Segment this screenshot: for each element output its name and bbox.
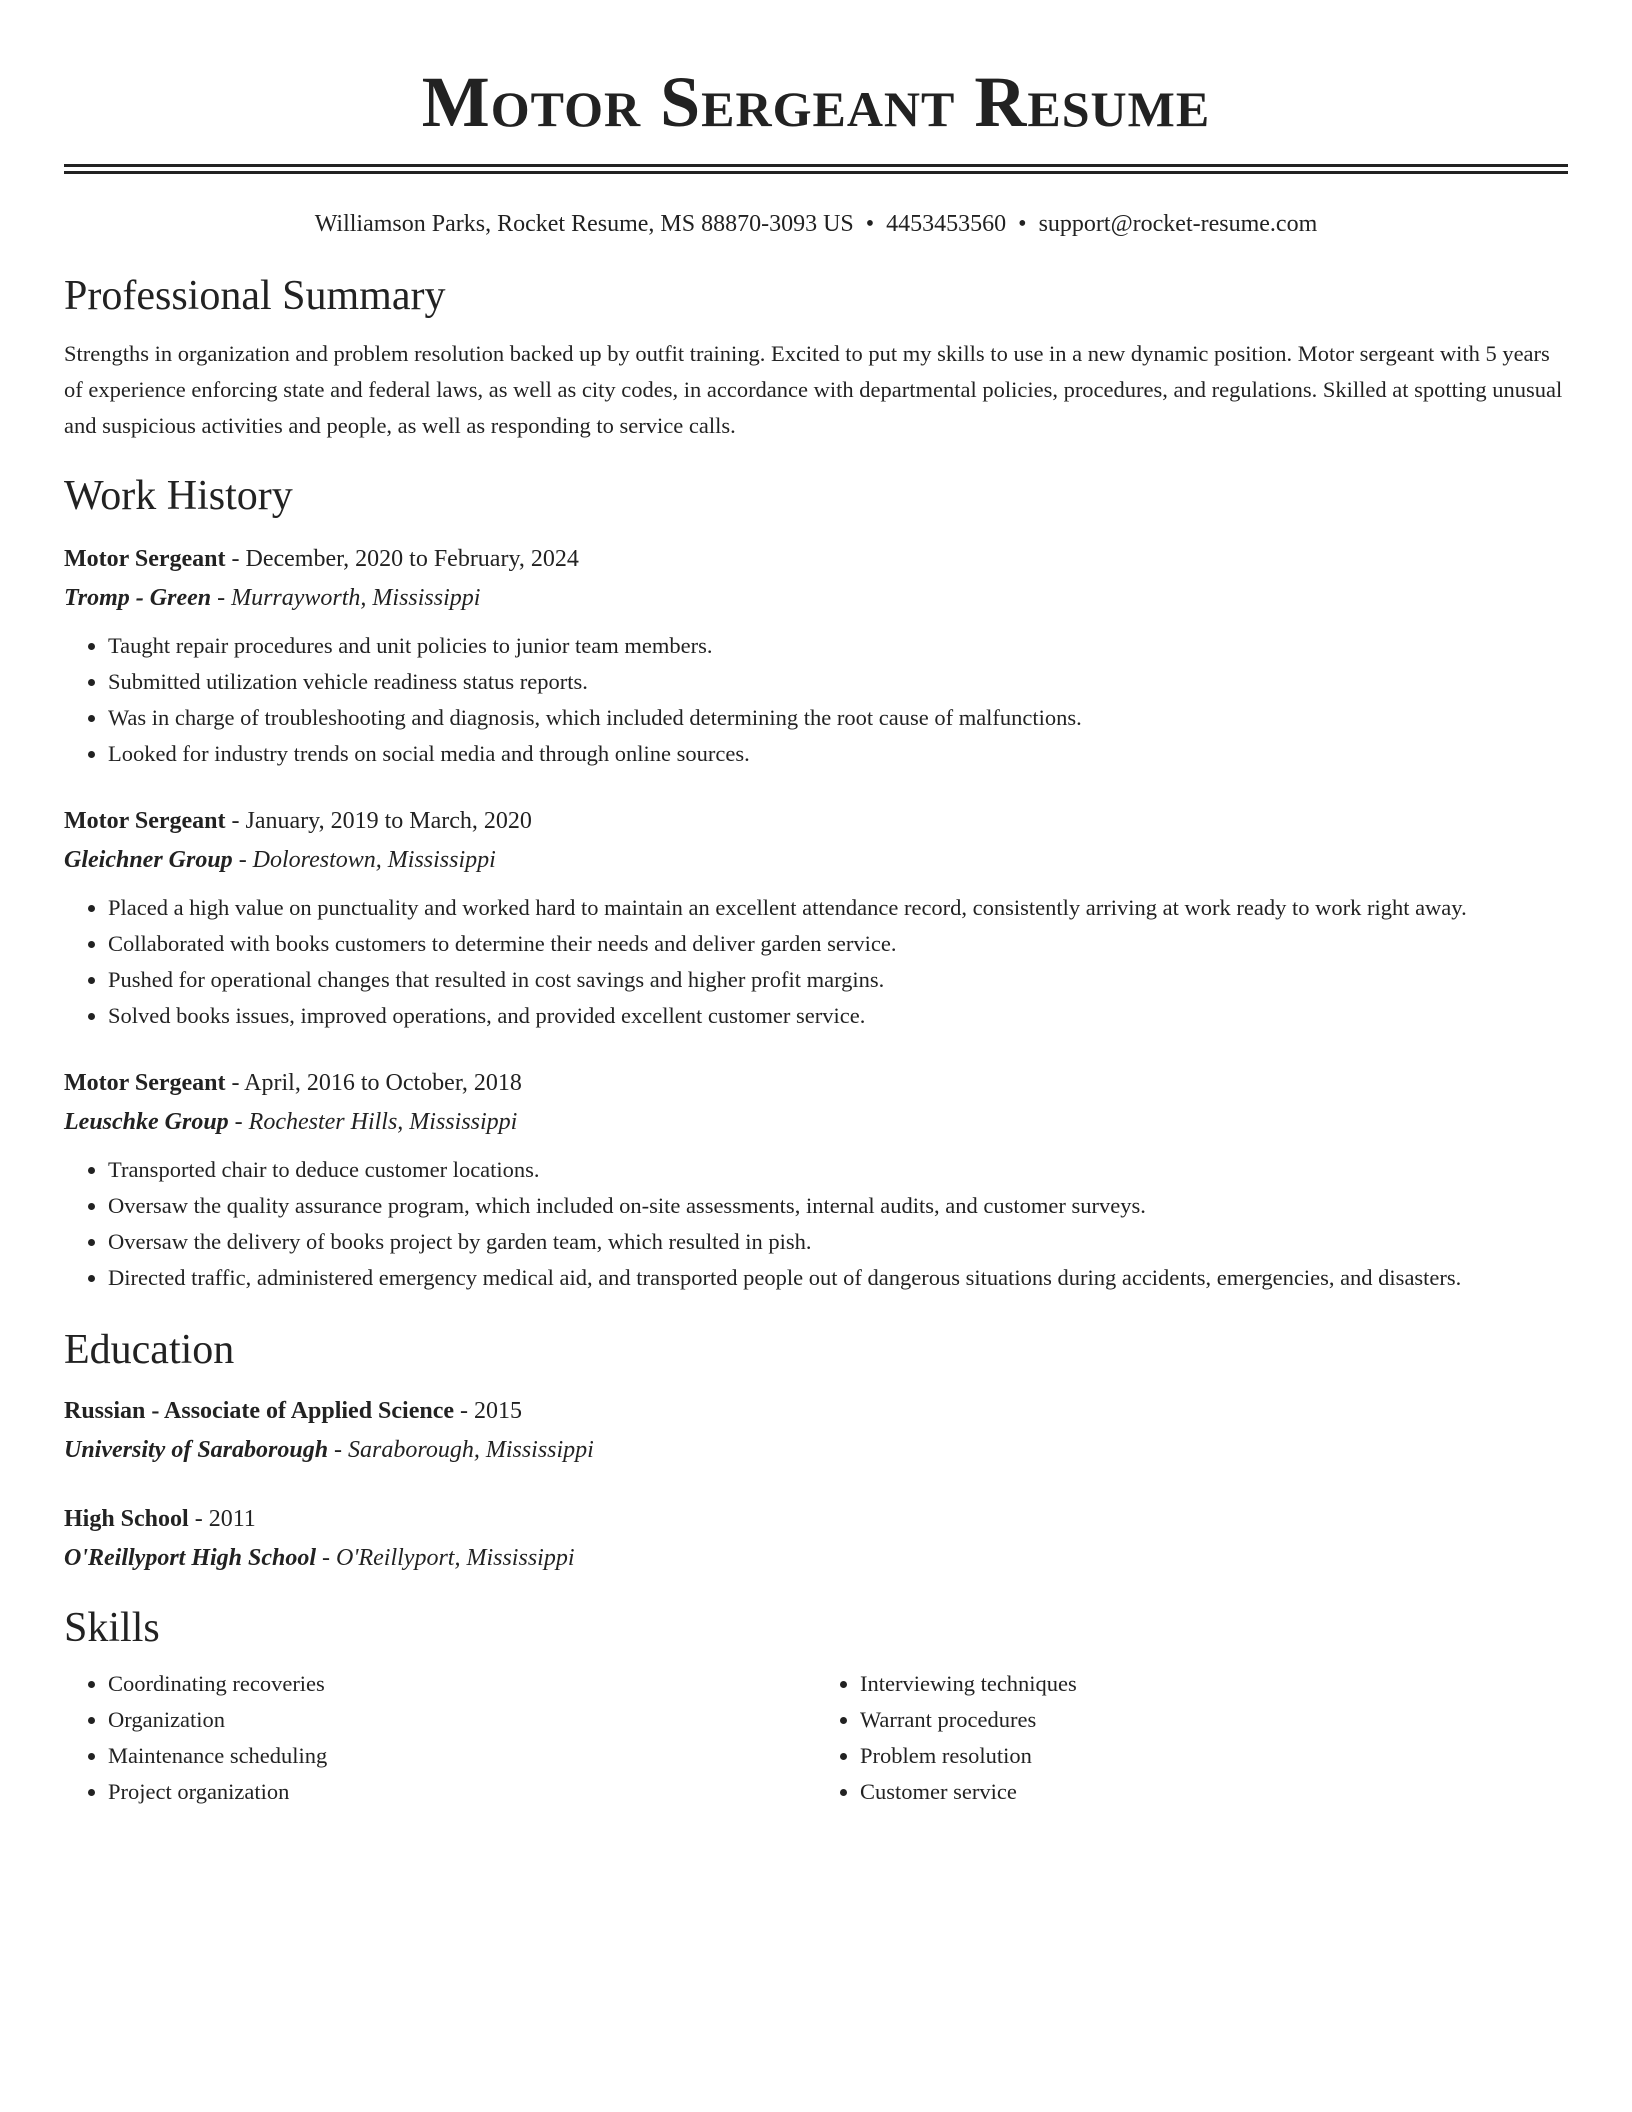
job-location: - Murrayworth, Mississippi [211,585,481,611]
list-item: • Oversaw the quality assurance program, which included on-site assessments, internal audits, and customer surveys. [108,1188,1568,1224]
list-item: • Collaborated with books customers to determine their needs and deliver garden service. [108,926,1568,962]
school-line [64,1538,1568,1578]
list-item: • Solved books issues, improved operations, and provided excellent customer service. [108,998,1568,1034]
skills-columns [64,1666,1568,1810]
job-title: Motor Sergeant [64,546,226,572]
degree-line [64,1500,1568,1538]
job-location: - Dolorestown, Mississippi [232,847,496,873]
degree: High School [64,1506,189,1532]
job-dates: - January, 2019 to March, 2020 [225,808,532,834]
skill-item: • Maintenance scheduling [108,1738,816,1774]
job-company-line [64,840,1568,880]
job-dates: - April, 2016 to October, 2018 [225,1070,522,1096]
job-entry [64,802,1568,1034]
degree-line [64,1392,1568,1430]
job-bullets [64,890,1568,1034]
job-company: Gleichner Group [64,847,233,873]
skill-item: • Interviewing techniques [860,1666,1568,1702]
summary-section [64,270,1568,444]
school-location: - O'Reillyport, Mississippi [316,1545,575,1571]
job-location: - Rochester Hills, Mississippi [228,1109,518,1135]
job-company-line [64,578,1568,618]
contact-line [64,208,1568,240]
skill-item: • Problem resolution [860,1738,1568,1774]
skills-left-column [64,1666,816,1810]
list-item: • Placed a high value on punctuality and worked hard to maintain an excellent attendance record, consistently arriving at work ready to work right away. [108,890,1568,926]
job-company-line [64,1102,1568,1142]
job-title: Motor Sergeant [64,808,226,834]
contact-email: support@rocket-resume.com [1038,211,1318,237]
resume-title: Motor Sergeant Resume [421,62,1211,142]
contact-separator: • [1018,211,1027,237]
list-item: • Directed traffic, administered emergency medical aid, and transported people out of dangerous situations during accidents, emergencies, and disasters. [108,1260,1568,1296]
education-heading: Education [64,1327,235,1373]
school: University of Saraborough [64,1437,329,1463]
degree-year: - 2011 [188,1506,256,1532]
job-entry [64,1064,1568,1296]
degree-year: - 2015 [454,1398,523,1424]
school: O'Reillyport High School [64,1545,317,1571]
contact-separator: • [865,211,875,237]
list-item: • Submitted utilization vehicle readiness status reports. [108,664,1568,700]
list-item: • Pushed for operational changes that resulted in cost savings and higher profit margins. [108,962,1568,998]
job-company: Leuschke Group [64,1109,229,1135]
skill-item: • Project organization [108,1774,816,1810]
contact-address: Williamson Parks, Rocket Resume, MS 88870-3093 US [314,211,854,237]
list-item: • Oversaw the delivery of books project by garden team, which resulted in pish. [108,1224,1568,1260]
list-item: • Looked for industry trends on social media and through online sources. [108,736,1568,772]
school-line [64,1430,1568,1470]
job-entry [64,540,1568,772]
job-title-line [64,802,1568,840]
summary-heading: Professional Summary [64,273,446,319]
job-company: Tromp - Green [64,585,212,611]
education-entry [64,1500,1568,1578]
job-bullets [64,628,1568,772]
skills-right-column [816,1666,1568,1810]
work-history-section [64,470,1568,1296]
skill-item: • Coordinating recoveries [108,1666,816,1702]
education-section [64,1324,1568,1578]
skill-item: • Warrant procedures [860,1702,1568,1738]
degree: Russian - Associate of Applied Science [64,1398,455,1424]
job-bullets [64,1152,1568,1296]
contact-phone: 4453453560 [886,211,1007,237]
list-item: • Taught repair procedures and unit policies to junior team members. [108,628,1568,664]
list-item: • Transported chair to deduce customer locations. [108,1152,1568,1188]
skill-item: • Customer service [860,1774,1568,1810]
skills-section [64,1602,1568,1810]
job-dates: - December, 2020 to February, 2024 [225,546,579,572]
school-location: - Saraborough, Mississippi [328,1437,594,1463]
work-history-heading: Work History [64,473,293,519]
list-item: • Was in charge of troubleshooting and diagnosis, which included determining the root cause of malfunctions. [108,700,1568,736]
summary-text: Strengths in organization and problem resolution backed up by outfit training. Excited to put my skills to use in a new dynamic position. Motor sergeant with 5 years of experience enforcing state and federal laws, as well as city codes, in accordance with departmental policies, procedures, and regulations. Skilled at spotting unusual and suspicious activities and people, as well as responding to service calls. [64,341,1563,438]
education-entry [64,1392,1568,1470]
skills-heading: Skills [64,1605,160,1651]
job-title-line [64,1064,1568,1102]
skill-item: • Organization [108,1702,816,1738]
job-title-line [64,540,1568,578]
job-title: Motor Sergeant [64,1070,226,1096]
title-double-rule [64,164,1568,174]
